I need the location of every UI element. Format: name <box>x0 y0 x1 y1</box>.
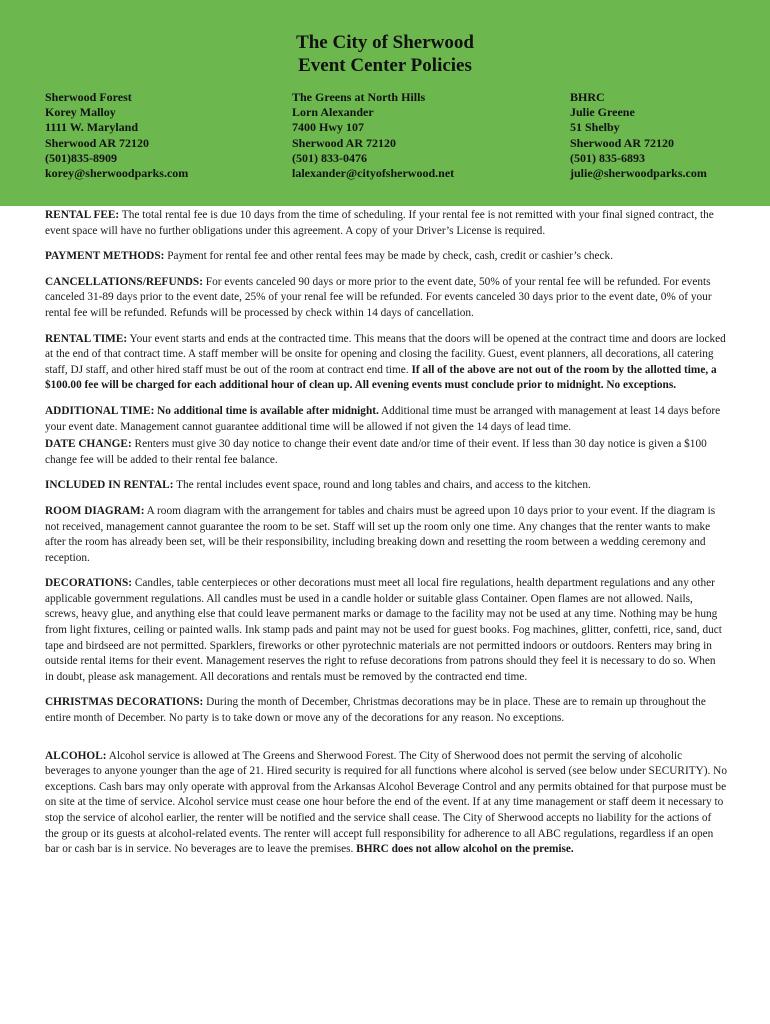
section-bold-text: BHRC does not allow alcohol on the premise. <box>356 843 574 856</box>
contact-greens-north-hills <box>292 90 454 181</box>
contact-street: 51 Shelby <box>570 120 620 135</box>
policy-date-change <box>45 437 727 468</box>
contact-phone: (501) 833-0476 <box>292 150 367 165</box>
contact-city: Sherwood AR 72120 <box>45 135 150 150</box>
policy-christmas <box>45 695 727 726</box>
section-label: CANCELLATIONS/REFUNDS: <box>45 275 203 288</box>
section-label: PAYMENT METHODS: <box>45 250 165 263</box>
page-subtitle: Event Center Policies <box>298 55 472 76</box>
policy-included <box>45 478 727 494</box>
section-text: Candles, table centerpieces or other decorations must meet all local fire regulations, health department regulations and any other applicable government regulations. All candles must be used in a candle holder or suitable glass Container. Open flames are not allowed. Nails, screws, heavy glue, and anything else that could leave permanent marks or damage to the facility may not be used at any time. Nothing may be hung from light fixtures, ceiling or painted walls. Ink stamp pads and paint may not be used for guest books. Fog machines, glitter, confetti, rice, sand, duct tape and birdseed are not permitted. Sparklers, fireworks or other pyrotechnic materials are not permitted indoors or outdoors. Renters may bring in outside rental items for their event. Management reserves the right to refuse decorations from patrons should they feel it is necessary to do so. When in doubt, please ask management. All decorations and rentals must be removed by the contracted end time. <box>45 577 722 683</box>
policy-cancellations <box>45 275 727 322</box>
contact-email: lalexander@cityofsherwood.net <box>292 166 455 181</box>
section-text: Additional time must be arranged with management at least 14 days before your event date. Management cannot guarantee additional time will be allowed if not given the 14 days of lead time. <box>45 404 721 433</box>
contact-street: 7400 Hwy 107 <box>292 120 364 135</box>
contact-street: 1111 W. Maryland <box>45 120 139 135</box>
section-text: The total rental fee is due 10 days from the time of scheduling. If your rental fee is not remitted with your final signed contract, the event space will have no further obligations under this agreement. A copy of your Driver’s License is required. <box>45 209 714 237</box>
section-text: During the month of December, Christmas decorations may be in place. These are to remain up throughout the entire month of December. No party is to take down or move any of the decorations for any reason. No exceptions. <box>45 696 706 725</box>
section-label: DECORATIONS: <box>45 577 133 590</box>
policy-alcohol <box>45 749 727 858</box>
section-text: Renters must give 30 day notice to change their event date and/or time of their event. If less than 30 day notice is given a $100 change fee will be added to their rental fee balance. <box>45 438 707 466</box>
policy-decorations <box>45 576 727 685</box>
section-text: The rental includes event space, round and long tables and chairs, and access to the kitchen. <box>173 479 591 492</box>
policy-rental-fee <box>45 208 727 239</box>
section-label: ROOM DIAGRAM: <box>45 504 145 517</box>
contact-sherwood-forest <box>45 90 188 181</box>
section-text: Your event starts and ends at the contracted time. This means that the doors will be opened at the contract time and doors are locked at the end of that contract time. A staff member will be onsite for opening and closing the facility. Guest, event planners, all decorations, all catering staff, DJ staff, and other hired staff must be out of the room at contract end time. <box>45 332 726 376</box>
contact-venue: The Greens at North Hills <box>292 90 426 104</box>
contact-person: Korey Malloy <box>45 105 116 120</box>
section-label: RENTAL TIME: <box>45 332 128 345</box>
contact-email: korey@sherwoodparks.com <box>45 166 189 181</box>
section-label: ALCOHOL: <box>45 749 107 762</box>
section-label: ADDITIONAL TIME: No additional time is available after midnight. <box>45 404 379 417</box>
section-text: Payment for rental fee and other rental fees may be made by check, cash, credit or cashier’s check. <box>164 250 614 263</box>
contact-person: Lorn Alexander <box>292 105 374 120</box>
policy-rental-time <box>45 332 727 394</box>
contact-email: julie@sherwoodparks.com <box>570 166 707 181</box>
page-title: The City of Sherwood <box>296 32 474 53</box>
policy-payment-methods <box>45 249 727 265</box>
contact-city: Sherwood AR 72120 <box>570 135 675 150</box>
contact-person: Julie Greene <box>570 105 635 120</box>
policy-room-diagram <box>45 504 727 566</box>
contact-bhrc <box>570 90 707 181</box>
section-text: A room diagram with the arrangement for tables and chairs must be agreed upon 10 days prior to your event. If the diagram is not received, management cannot guarantee the room to be set. Staff will set up the room only one time. Any changes that the renter wants to make after the room has already been set, will be their responsibility, including breaking down and resetting the room between a wedding ceremony and reception. <box>45 504 716 564</box>
contact-phone: (501)835-8909 <box>45 150 117 165</box>
section-text: For events canceled 90 days or more prior to the event date, 50% of your rental fee will be refunded. For events canceled 31-89 days prior to the event date, 25% of your renal fee will be refunded. For events canceled 30 days prior to the event date, 0% of your rental fee will be refunded. Refunds will be processed by check within 14 days of cancellation. <box>45 275 712 319</box>
section-label: CHRISTMAS DECORATIONS: <box>45 696 204 709</box>
policy-additional-time <box>45 404 727 435</box>
header-banner <box>0 0 770 206</box>
contact-city: Sherwood AR 72120 <box>292 135 397 150</box>
section-text: Alcohol service is allowed at The Greens and Sherwood Forest. The City of Sherwood does not permit the serving of alcoholic beverages to anyone younger than the age of 21. Hired security is required for all functions where alcohol is served (see below under SECURITY). No exceptions. Cash bars may only operate with approval from the Arkansas Alcohol Beverage Control and any permits obtained for that purpose must be on site at the time of service. Alcohol service must cease one hour before the end of the event. If at any time management or staff deem it necessary to stop the service of alcohol earlier, the renter will be notified and the service shall cease. The City of Sherwood accepts no liability for the actions of the group or its guests at alcohol-related events. The renter will accept full responsibility for adherence to all ABC regulations, regardless if an open bar or cash bar is in service. No beverages are to leave the premises. <box>45 749 727 856</box>
section-label: RENTAL FEE: <box>45 209 120 221</box>
section-label: DATE CHANGE: <box>45 438 132 451</box>
contact-venue: Sherwood Forest <box>45 90 132 104</box>
contact-venue: BHRC <box>570 90 605 104</box>
contact-phone: (501) 835-6893 <box>570 150 645 165</box>
section-label: INCLUDED IN RENTAL: <box>45 479 174 492</box>
section-bold-text: If all of the above are not out of the room by the allotted time, a $100.00 fee will be charged for each additional hour of clean up. All evening events must conclude prior to midnight. No exceptions. <box>45 363 717 392</box>
policy-body <box>45 208 727 858</box>
